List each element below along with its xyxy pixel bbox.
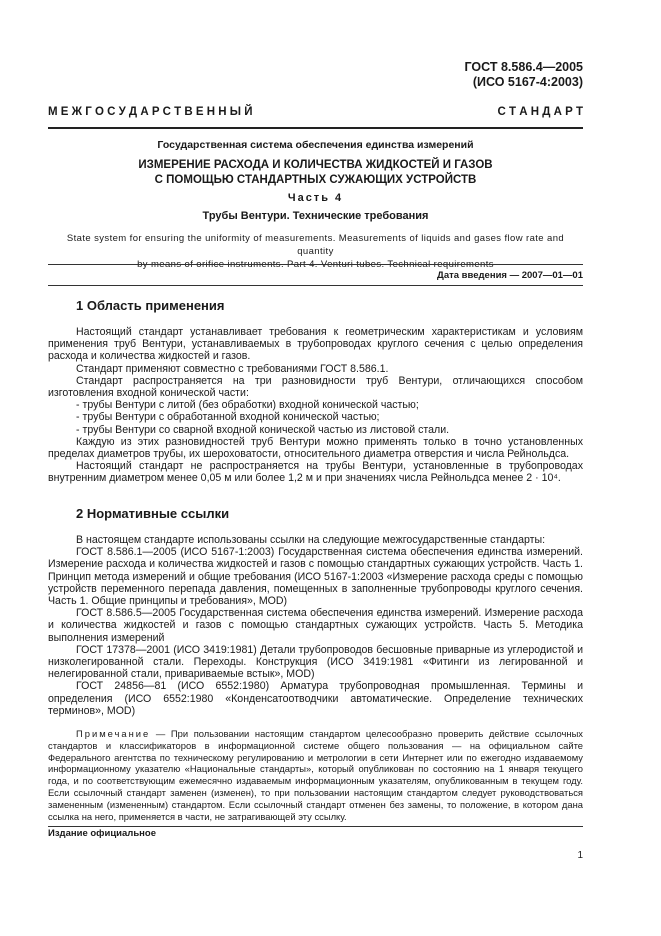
paragraph: В настоящем стандарте использованы ссылки на следующие межгосударственные стандарты: [76, 534, 546, 546]
banner-word-standard: С Т А Н Д А Р Т [497, 106, 583, 118]
reference-gost-17378: ГОСТ 17378—2001 (ИСО 3419:1981) Детали трубопроводов бесшовные приварные из углеродистой и низколегированной стали. Переходы. Конструкция (ИСО 3419:1981 «Фитинги из легированной и нелегированной стали, привариваемые встык», MOD) [48, 643, 583, 681]
main-title-line-1: ИЗМЕРЕНИЕ РАСХОДА И КОЛИЧЕСТВА ЖИДКОСТЕЙ И ГАЗОВ [138, 159, 493, 171]
paragraph: Настоящий стандарт устанавливает требования к геометрическим характеристикам и условиям применения труб Вентури, устанавливаемых в трубопроводах круглого сечения с целью определения расхода и количества жидкостей и газов. [48, 326, 583, 363]
gost-number: ГОСТ 8.586.4—2005 [464, 60, 583, 74]
section-1-heading: 1 Область применения [76, 298, 225, 313]
system-title: Государственная система обеспечения единства измерений [157, 139, 474, 151]
english-title [48, 232, 583, 271]
banner-word-interstate: М Е Ж Г О С У Д А Р С Т В Е Н Н Ы Й [48, 106, 253, 118]
reference-gost-8-586-5: ГОСТ 8.586.5—2005 Государственная система обеспечения единства измерений. Измерение расхода и количества жидкостей и газов с помощью стандартных сужающих устройств. Часть 5. Методика выполнения измерений [48, 607, 583, 644]
page-number: 1 [577, 850, 583, 861]
list-item: - трубы Вентури с литой (без обработки) входной конической частью; [76, 399, 419, 412]
paragraph: Каждую из этих разновидностей труб Вентури можно применять только в точно установленных пределах диаметров трубы, их шероховатости, относительного диаметра отверстия и числа Рейнольдса. [48, 435, 583, 461]
paragraph: Стандарт распространяется на три разновидности труб Вентури, отличающихся способом изготовления входной конической части: [48, 374, 583, 400]
main-title-line-2: С ПОМОЩЬЮ СТАНДАРТНЫХ СУЖАЮЩИХ УСТРОЙСТВ [154, 174, 477, 186]
reference-gost-24856: ГОСТ 24856—81 (ИСО 6552:1980) Арматура трубопроводная промышленная. Термины и определения (ИСО 6552:1980 «Конденсатоотводчики автоматические. Определение технических терминов», MOD) [48, 680, 583, 717]
date-divider [48, 285, 583, 286]
list-item: - трубы Вентури с обработанной входной конической частью; [76, 411, 380, 424]
subtitle: Трубы Вентури. Технические требования [202, 210, 429, 222]
footer-divider [48, 826, 583, 827]
main-title [48, 158, 583, 188]
part-label: Часть 4 [287, 192, 344, 204]
english-title-line-1: State system for ensuring the uniformity of measurements. Measurements of liquids and gases flow rate and quantity [66, 233, 565, 257]
english-title-line-2: by means of orifice instruments. Part 4. Venturi tubes. Technical requirements [137, 259, 494, 270]
paragraph: Настоящий стандарт не распространяется на трубы Вентури, установленные в трубопроводах внутренним диаметром менее 0,05 м или более 1,2 м и при значениях числа Рейнольдса менее 2 · 10⁴. [48, 460, 583, 485]
section-2-heading: 2 Нормативные ссылки [76, 506, 230, 521]
edition-label: Издание официальное [48, 828, 156, 839]
note [48, 728, 583, 822]
section-2-body [48, 534, 583, 717]
intro-date: Дата введения — 2007—01—01 [437, 270, 583, 281]
iso-number: (ИСО 5167-4:2003) [472, 75, 583, 89]
top-divider [48, 264, 583, 265]
document-header [465, 60, 583, 90]
list-item: - трубы Вентури со сварной входной конической частью из листовой стали. [76, 423, 450, 436]
paragraph: Стандарт применяют совместно с требованиями ГОСТ 8.586.1. [76, 362, 389, 375]
section-1-body [48, 326, 583, 485]
reference-gost-8-586-1: ГОСТ 8.586.1—2005 (ИСО 5167-1:2003) Государственная система обеспечения единства измерений. Измерение расхода и количества жидкостей и газов с помощью стандартных сужающих устройств. Часть 1. Принцип метода измерений и общие требования (ИСО 5167-1:2003 «Измерение расхода среды с помощью устройств переменного перепада давления, помещенных в заполненные трубопроводы круглого сечения. Часть 1. Общие принципы и требования», MOD) [48, 546, 583, 608]
standard-banner [48, 106, 583, 118]
banner-divider [48, 127, 583, 129]
note-text: — При пользовании настоящим стандартом целесообразно проверить действие ссылочных стандартов и классификаторов в информационной системе общего пользования — на официальном сайте Федерального агентства по техническому регулированию и метрологии в сети Интернет или по ежегодно издаваемому информационному указателю «Национальные стандарты», который опубликован по состоянию на 1 января текущего года, и по соответствующим ежемесячно издаваемым информационным указателям, опубликованным в текущем году. Если ссылочный стандарт заменен (изменен), то при пользовании настоящим стандартом следует руководствоваться замененным (измененным) стандартом. Если ссылочный стандарт отменен без замены, то положение, в котором дана ссылка на него, применяется в части, не затрагивающей эту ссылку. [48, 728, 583, 822]
note-label: Примечание [76, 728, 151, 739]
